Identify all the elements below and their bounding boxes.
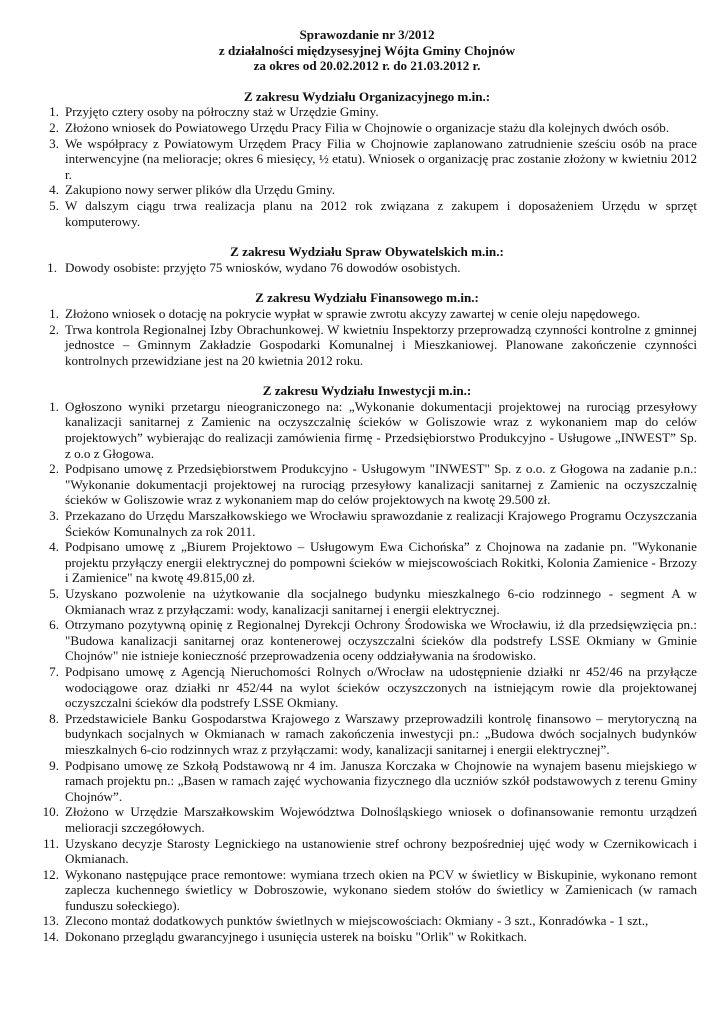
list-item — [37, 758, 697, 805]
list-item — [37, 913, 697, 929]
section-inwestycji — [37, 383, 697, 944]
item-text: Podpisano umowę z „Biurem Projektowo – Usługowym Ewa Cichońska” z Chojnowa na zadanie pn. "Wykonanie projektu przyłączy energii elektrycznej do pompowni ścieków w miejscowościach Rokitki, Kolonia Zamienice - Brzozy i Zamienice" na kwotę 49.815,00 zł. — [65, 539, 697, 586]
section-title: Z zakresu Wydziału Inwestycji m.in.: — [262, 383, 472, 399]
item-number: 1. — [49, 104, 59, 120]
item-text: Trwa kontrola Regionalnej Izby Obrachunkowej. W kwietniu Inspektorzy przeprowadzą czynności kontrolne z gminnej jednostce – Gminnym Zakładzie Gospodarki Komunalnej i Mieszkaniowej. Planowane zakończenie czynności kontrolnych przewidziane jest na 20 kwietnia 2012 roku. — [65, 321, 697, 368]
list-item — [37, 399, 697, 461]
item-number: 3. — [49, 508, 59, 524]
item-text: We współpracy z Powiatowym Urzędem Pracy Filia w Chojnowie zaplanowano zatrudnienie sześciu osób na prace interwencyjne (na melioracje; okres 6 miesięcy, ½ etatu). Wniosek o organizację prac zostanie złożony w kwietniu 2012 r. — [65, 135, 697, 182]
list-item — [37, 617, 697, 664]
section-title: Z zakresu Wydziału Finansowego m.in.: — [255, 290, 479, 306]
item-number: 5. — [49, 586, 59, 601]
list-item — [37, 586, 697, 617]
report-title: Sprawozdanie nr 3/2012 — [299, 27, 435, 42]
item-text: Złożono wniosek do Powiatowego Urzędu Pracy Filia w Chojnowie o organizacje stażu dla kolejnych dwóch osób. — [65, 119, 670, 135]
report-header — [37, 27, 697, 74]
list-item — [37, 539, 697, 586]
list-item — [37, 929, 697, 945]
item-text: Dowody osobiste: przyjęto 75 wniosków, wydano 76 dowodów osobistych. — [65, 259, 461, 275]
list-item — [37, 461, 697, 508]
item-text: Otrzymano pozytywną opinię z Regionalnej Dyrekcji Ochrony Środowiska we Wrocławiu, iż dla przedsięwzięcia pn.: "Budowa kanalizacji sanitarnej oraz kontenerowej oczyszczalni ścieków dla podstrefy LSSE Okmiany w Gminie Chojnów" nie istnieje konieczność przeprowadzenia oceny oddziaływania na środowisko. — [65, 617, 697, 664]
item-number: 1. — [49, 398, 59, 414]
item-list — [37, 399, 697, 945]
report-period: za okres od 20.02.2012 r. do 21.03.2012 r. — [253, 58, 481, 74]
item-text: Wykonano następujące prace remontowe: wymiana trzech okien na PCV w świetlicy w Biskupinie, wykonano remont zaplecza kuchennego świetlicy w Dobroszowie, wykonano siedem stołów do świetlicy w Zamienicach (w ramach funduszu sołeckiego). — [65, 866, 697, 913]
list-item — [37, 867, 697, 914]
item-number: 2. — [49, 119, 59, 135]
item-number: 6. — [49, 617, 59, 633]
item-list — [37, 104, 697, 229]
item-text: Podpisano umowę z Agencją Nieruchomości Rolnych o/Wrocław na udostępnienie działki nr 452/46 na przyłącze wodociągowe oraz działki nr 452/44 na wylot ścieków oczyszczonych na istniejącym rowie dla projektowanej oczyszczalni ścieków dla podstrefy LSSE Okmiany. — [65, 663, 697, 711]
item-number: 1. — [47, 259, 57, 275]
report-subtitle: z działalności międzysesyjnej Wójta Gminy Chojnów — [218, 42, 516, 58]
section-title: Z zakresu Wydziału Organizacyjnego m.in.: — [243, 88, 491, 104]
item-number: 4. — [49, 539, 59, 555]
list-item — [37, 120, 697, 136]
list-item — [37, 322, 697, 369]
item-text: Dokonano przeglądu gwarancyjnego i usunięcia usterek na boisku "Orlik" w Rokitkach. — [65, 929, 527, 945]
section-organizacyjny — [37, 89, 697, 229]
list-item — [37, 508, 697, 539]
list-item — [37, 711, 697, 758]
list-item — [37, 836, 697, 867]
item-number: 13. — [42, 913, 59, 929]
item-list — [37, 260, 697, 276]
item-text: Podpisano umowę z Przedsiębiorstwem Produkcyjno - Usługowym "INWEST" Sp. z o.o. z Głogowa na zadanie p.n.: "Wykonanie dokumentacji projektowej na rurociąg przesyłowy kanalizacji sanitarnej z Zamienic na oczyszczalnię ścieków w Goliszowie wraz z wykonaniem map do celów projektowych na kwotę 29.500 zł. — [65, 461, 697, 508]
item-number: 9. — [49, 757, 59, 773]
item-number: 14. — [42, 929, 59, 945]
item-text: Złożono w Urzędzie Marszałkowskim Województwa Dolnośląskiego wniosek o dofinansowanie remontu urządzeń melioracji szczegółowych. — [65, 804, 697, 835]
item-number: 3. — [49, 135, 59, 151]
section-finansowy — [37, 290, 697, 368]
report-sections — [37, 89, 697, 945]
item-number: 5. — [49, 197, 59, 213]
item-number: 2. — [49, 461, 59, 477]
item-text: Podpisano umowę ze Szkołą Podstawową nr 4 im. Janusza Korczaka w Chojnowie na wynajem basenu miejskiego w ramach projektu pn.: „Basen w ramach zajęć wychowania fizycznego dla uczniów szkół podstawowych z terenu Gminy Chojnów”. — [65, 757, 697, 804]
item-number: 10. — [42, 804, 59, 820]
item-text: Złożono wniosek o dotację na pokrycie wypłat w sprawie zwrotu akcyzy zawartej w cenie oleju napędowego. — [65, 305, 641, 321]
item-list — [37, 306, 697, 368]
item-text: Ogłoszono wyniki przetargu nieograniczonego na: „Wykonanie dokumentacji projektowej na rurociąg przesyłowy kanalizacji sanitarnej z Zamienic na oczyszczalnię ścieków w Goliszowie wraz z wykonaniem map do celów projektowych” wybierając do realizacji zamówienia firmę - Przedsiębiorstwo Produkcyjno - Usługowe „INWEST” Sp. z o.o z Głogowa. — [65, 398, 697, 461]
item-text: Uzyskano pozwolenie na użytkowanie dla socjalnego budynku mieszkalnego 6-cio rodzinnego - segment A w Okmianach wraz z przyłączami: wody, kanalizacji sanitarnej i energii elektrycznej. — [65, 586, 697, 617]
item-text: Przedstawiciele Banku Gospodarstwa Krajowego z Warszawy przeprowadzili kontrolę finansowo – merytoryczną na budynkach socjalnych w Okmianach w ramach zakończenia inwestycji pn.: „Budowa dwóch socjalnych budynków mieszkalnych 6-cio rodzinnych wraz z przyłączami: wody, kanalizacji sanitarnej i energii elektrycznej”. — [65, 710, 697, 757]
list-item — [37, 664, 697, 711]
item-text: W dalszym ciągu trwa realizacja planu na 2012 rok związana z zakupem i doposażeniem Urzędu w sprzęt komputerowy. — [65, 197, 697, 229]
item-number: 11. — [43, 835, 59, 851]
item-number: 4. — [49, 182, 59, 198]
list-item — [37, 306, 697, 322]
item-number: 2. — [49, 321, 59, 337]
list-item — [37, 136, 697, 183]
list-item — [37, 804, 697, 835]
item-text: Uzyskano decyzje Starosty Legnickiego na ustanowienie stref ochrony bezpośredniej ujęć wody w Czernikowicach i Okmianach. — [65, 835, 697, 867]
item-number: 1. — [49, 305, 59, 321]
item-text: Przekazano do Urzędu Marszałkowskiego we Wrocławiu sprawozdanie z realizacji Krajowego Programu Oczyszczania Ścieków Komunalnych za rok 2011. — [65, 508, 697, 539]
list-item — [37, 198, 697, 229]
item-number: 7. — [49, 663, 59, 679]
item-text: Zlecono montaż dodatkowych punktów świetlnych w miejscowościach: Okmiany - 3 szt., Konradówka - 1 szt., — [65, 913, 649, 929]
section-spraw-obywatelskich — [37, 244, 697, 275]
item-text: Przyjęto cztery osoby na półroczny staż w Urzędzie Gminy. — [65, 104, 379, 120]
section-title: Z zakresu Wydziału Spraw Obywatelskich m.in.: — [230, 244, 504, 260]
item-text: Zakupiono nowy serwer plików dla Urzędu Gminy. — [65, 182, 336, 198]
list-item — [37, 260, 697, 276]
list-item — [37, 182, 697, 198]
list-item — [37, 104, 697, 120]
item-number: 12. — [42, 866, 59, 882]
item-number: 8. — [49, 710, 59, 726]
